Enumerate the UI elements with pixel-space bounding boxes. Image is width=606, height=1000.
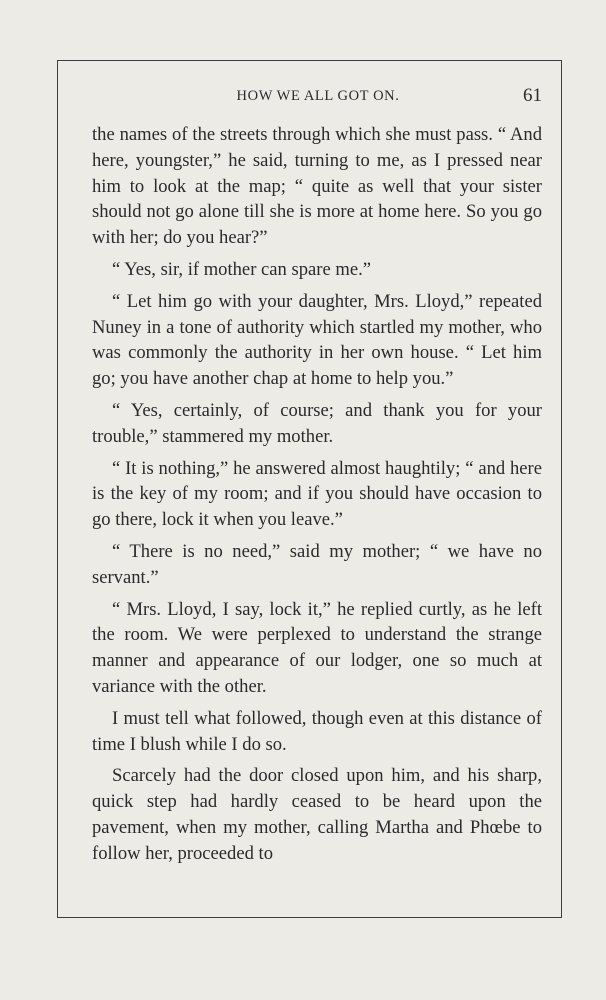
paragraph: “ Let him go with your daughter, Mrs. Lloyd,” repeated Nuney in a tone of authority which startled my mother, who was commonly the authority in her own house. “ Let him go; you have another chap at home to help you.” bbox=[92, 290, 542, 390]
paragraph: “ Yes, sir, if mother can spare me.” bbox=[112, 258, 371, 280]
paragraph: the names of the streets through which she must pass. “ And here, youngster,” he said, turning to me, as I pressed near him to look at the map; “ quite as well that your sister should not go alone till she is more at home here. So you go with her; do you hear?” bbox=[92, 124, 542, 249]
paragraph: Scarcely had the door closed upon him, and his sharp, quick step had hardly ceased to be heard upon the pavement, when my mother, calling Martha and Phœbe to follow her, proceeded to bbox=[92, 765, 542, 864]
running-title: HOW WE ALL GOT ON. bbox=[236, 88, 400, 104]
paragraph: “ It is nothing,” he answered almost haughtily; “ and here is the key of my room; and if you should have occasion to go there, lock it when you leave.” bbox=[92, 457, 542, 531]
paragraph: “ Yes, certainly, of course; and thank you for your trouble,” stammered my mother. bbox=[92, 399, 542, 447]
running-header bbox=[92, 85, 544, 111]
paragraph: I must tell what followed, though even at this distance of time I blush while I do so. bbox=[92, 707, 542, 755]
paragraph: “ There is no need,” said my mother; “ we have no servant.” bbox=[92, 540, 542, 588]
paragraph: “ Mrs. Lloyd, I say, lock it,” he replied curtly, as he left the room. We were perplexed to understand the strange manner and appearance of our lodger, one so much at variance with the other. bbox=[92, 598, 542, 697]
body-text bbox=[92, 122, 542, 873]
page-number: 61 bbox=[523, 85, 542, 106]
